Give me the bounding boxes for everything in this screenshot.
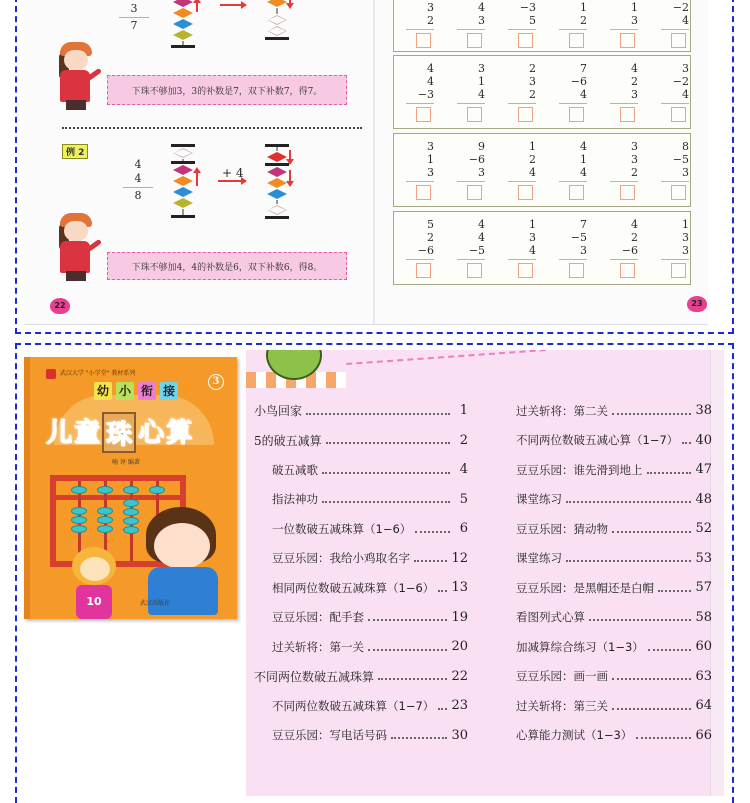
toc-entry-title: 破五减歌	[272, 462, 318, 477]
toc-entry-title: 过关斩将：第一关	[272, 639, 364, 654]
monkey-illustration	[68, 547, 122, 619]
sum-rule	[508, 29, 536, 30]
answer-box[interactable]	[671, 33, 686, 48]
operand: 4	[682, 88, 689, 101]
dot-leader	[438, 708, 447, 710]
answer-box[interactable]	[671, 263, 686, 278]
toc-entry-title: 指法神功	[272, 492, 318, 507]
arrow-down-icon	[289, 0, 291, 4]
dot-leader	[322, 472, 450, 474]
operand: 3	[631, 14, 638, 27]
sum-rule	[508, 103, 536, 104]
section-divider	[62, 127, 362, 129]
arrow-up-icon	[196, 2, 198, 12]
toc-entry-title: 不同两位数破五减心算（1−7）	[516, 433, 679, 448]
title-char: 算	[166, 418, 193, 448]
toc-entry-title: 豆豆乐园：画一画	[516, 669, 608, 684]
sum-rule	[457, 181, 485, 182]
answer-box[interactable]	[569, 33, 584, 48]
dot-leader	[415, 531, 450, 533]
sum-rule	[508, 181, 536, 182]
operand: −6	[417, 244, 434, 257]
teacher-illustration	[56, 42, 100, 110]
operand: 3	[631, 88, 638, 101]
operand: 3	[580, 244, 587, 257]
answer-box[interactable]	[620, 263, 635, 278]
toc-entry-title: 心算能力测试（1−3）	[516, 728, 633, 743]
toc-entry[interactable]	[254, 455, 468, 485]
toc-entry[interactable]	[490, 426, 712, 456]
vertical-problem	[508, 62, 536, 122]
abacus-before	[170, 144, 196, 218]
toc-entry-page: 58	[695, 609, 712, 625]
toc-entry[interactable]	[254, 514, 468, 544]
toc-entry[interactable]	[254, 573, 468, 603]
answer-box[interactable]	[467, 263, 482, 278]
toc-entry[interactable]	[254, 662, 468, 692]
toc-entry[interactable]	[254, 396, 468, 426]
dot-leader	[647, 472, 692, 474]
example2-vertical-sum	[123, 158, 153, 203]
toc-entry[interactable]	[254, 603, 468, 633]
explanation-text: 下珠不够加4，4的补数是6，双下补数6，得8。	[131, 262, 323, 273]
operand: 3	[478, 166, 485, 179]
toc-entry-page: 57	[695, 580, 712, 596]
operand: 1	[478, 75, 485, 88]
sum-rule	[610, 103, 638, 104]
problem-group	[393, 55, 691, 129]
operand: 4	[529, 244, 536, 257]
toc-entry-page: 5	[459, 491, 468, 507]
problem-group	[393, 211, 691, 285]
vertical-problem	[406, 140, 434, 200]
toc-column-right	[490, 396, 712, 750]
answer-box[interactable]	[671, 185, 686, 200]
operand: 7	[580, 218, 587, 231]
explanation-bubble-1	[107, 75, 347, 105]
answer-box[interactable]	[416, 107, 431, 122]
answer-box[interactable]	[467, 33, 482, 48]
vertical-problem	[661, 140, 689, 200]
sum-rule	[661, 103, 689, 104]
operand: −5	[672, 153, 689, 166]
toc-entry-title: 豆豆乐园：写电话号码	[272, 728, 387, 743]
sum-rule	[559, 103, 587, 104]
operand: 1	[682, 218, 689, 231]
textbook-page-22	[24, 0, 374, 324]
toc-entry-page: 63	[695, 668, 712, 684]
operand: 3	[427, 1, 434, 14]
vertical-problem	[457, 1, 485, 48]
vertical-problem	[559, 1, 587, 48]
sum-rule	[559, 259, 587, 260]
answer-box[interactable]	[518, 107, 533, 122]
jersey-number: 10	[76, 585, 112, 619]
operand: 3	[631, 140, 638, 153]
page-number-badge: 23	[687, 296, 707, 312]
toc-entry-title: 5的破五减算	[254, 433, 322, 448]
dot-leader	[326, 442, 450, 444]
sum-rule	[610, 181, 638, 182]
operand: 3	[682, 62, 689, 75]
dot-leader	[438, 590, 447, 592]
arrow-down-icon	[289, 150, 291, 160]
sum-rule	[661, 259, 689, 260]
subtitle-char: 接	[160, 382, 178, 400]
answer-box[interactable]	[569, 185, 584, 200]
dot-leader	[636, 737, 691, 739]
toc-entry-title: 不同两位数破五减珠算	[254, 669, 375, 684]
vertical-problem	[661, 218, 689, 278]
subtitle-char: 幼	[94, 382, 112, 400]
title-char: 儿	[46, 418, 73, 448]
answer-box[interactable]	[518, 185, 533, 200]
operand: −3	[417, 88, 434, 101]
operand: 3	[478, 14, 485, 27]
toc-entry[interactable]	[490, 603, 712, 633]
operand: 1	[631, 1, 638, 14]
toc-entry-title: 过关斩将：第三关	[516, 698, 608, 713]
toc-entry[interactable]	[490, 632, 712, 662]
toc-entry-page: 60	[695, 639, 712, 655]
operand: 4	[631, 218, 638, 231]
operand: 4	[580, 140, 587, 153]
dot-leader	[322, 501, 450, 503]
vertical-problem	[661, 62, 689, 122]
toc-entry-title: 豆豆乐园：谁先滑到地上	[516, 462, 643, 477]
sum-rule	[508, 259, 536, 260]
operand: 3	[682, 231, 689, 244]
operand: 2	[427, 14, 434, 27]
operand: 1	[529, 218, 536, 231]
dot-leader	[378, 678, 447, 680]
sum-rule	[457, 29, 485, 30]
vertical-problem	[610, 218, 638, 278]
toc-entry-page: 20	[451, 639, 468, 655]
operand: 3	[682, 166, 689, 179]
dot-leader	[658, 590, 691, 592]
operation-label: + 4	[222, 166, 244, 180]
operand: 5	[529, 14, 536, 27]
toc-entry-title: 加减算综合练习（1−3）	[516, 639, 644, 654]
operand: 2	[631, 166, 638, 179]
sum-operand: 4	[134, 158, 142, 171]
answer-box[interactable]	[620, 33, 635, 48]
toc-entry[interactable]	[254, 544, 468, 574]
book-cover	[24, 357, 237, 619]
operand: 2	[529, 153, 536, 166]
operand: 3	[478, 62, 485, 75]
toc-entry-page: 2	[459, 432, 468, 448]
operand: −2	[672, 1, 689, 14]
toc-entry-title: 豆豆乐园：配手套	[272, 610, 364, 625]
operand: 4	[631, 62, 638, 75]
sum-operand: 4	[134, 172, 142, 185]
author-line: 喻 谆 编著	[112, 459, 140, 466]
dot-leader	[391, 737, 447, 739]
toc-entry[interactable]	[490, 573, 712, 603]
toc-entry-page: 13	[451, 580, 468, 596]
toc-entry-title: 过关斩将：第二关	[516, 403, 608, 418]
answer-box[interactable]	[467, 107, 482, 122]
example-tag: 例 2	[62, 144, 88, 159]
toc-entry-page: 53	[695, 550, 712, 566]
example1-vertical-sum	[119, 2, 149, 33]
answer-box[interactable]	[620, 185, 635, 200]
answer-box[interactable]	[671, 107, 686, 122]
series-line: 武汉大学 "小学堂" 教材系列	[60, 370, 136, 377]
operand: 7	[580, 62, 587, 75]
dot-leader	[612, 531, 691, 533]
toc-entry-page: 40	[695, 432, 712, 448]
toc-entry-page: 64	[695, 698, 712, 714]
vertical-problem	[610, 140, 638, 200]
operand: 2	[580, 14, 587, 27]
toc-entry[interactable]	[490, 662, 712, 692]
table-of-contents	[246, 350, 724, 796]
toc-entry-page: 48	[695, 491, 712, 507]
toc-entry-title: 不同两位数破五减珠算（1−7）	[272, 698, 435, 713]
teacher-illustration	[56, 213, 100, 281]
operand: −6	[621, 244, 638, 257]
problem-group	[393, 0, 691, 52]
toc-entry-page: 6	[459, 521, 468, 537]
toc-entry-title: 豆豆乐园：是黑帽还是白帽	[516, 580, 654, 595]
toc-entry-title: 课堂练习	[516, 551, 562, 566]
operand: 2	[529, 88, 536, 101]
toc-entry-page: 22	[451, 668, 468, 684]
answer-box[interactable]	[569, 107, 584, 122]
operand: 4	[529, 166, 536, 179]
abacus-before	[170, 0, 196, 48]
toc-entry-page: 23	[451, 698, 468, 714]
operand: 4	[580, 166, 587, 179]
operand: 5	[427, 218, 434, 231]
explanation-bubble-2	[107, 252, 347, 280]
dot-leader	[612, 678, 691, 680]
operand: 3	[529, 231, 536, 244]
sum-rule	[457, 259, 485, 260]
publisher-logo-icon	[46, 369, 56, 379]
dot-leader	[368, 649, 447, 651]
explanation-text: 下珠不够加3，3的补数是7，双下补数7，得7。	[131, 86, 323, 97]
toc-entry-page: 66	[695, 727, 712, 743]
toc-entry[interactable]	[254, 485, 468, 515]
toc-entry[interactable]	[254, 691, 468, 721]
operand: 3	[529, 75, 536, 88]
vertical-problem	[610, 62, 638, 122]
operand: 2	[529, 62, 536, 75]
toc-entry[interactable]	[254, 721, 468, 751]
answer-box[interactable]	[569, 263, 584, 278]
answer-box[interactable]	[518, 33, 533, 48]
toc-entry-title: 相同两位数破五减珠算（1−6）	[272, 580, 435, 595]
toc-column-left	[254, 396, 468, 750]
answer-box[interactable]	[518, 263, 533, 278]
toc-entry[interactable]	[254, 632, 468, 662]
vertical-problem	[610, 1, 638, 48]
sum-result: 8	[134, 189, 142, 202]
toc-entry-title: 豆豆乐园：我给小鸡取名字	[272, 551, 410, 566]
vertical-problem	[508, 1, 536, 48]
sum-result: 7	[130, 19, 138, 32]
operand: 4	[478, 231, 485, 244]
vertical-problem	[559, 218, 587, 278]
operand: −6	[468, 153, 485, 166]
operand: 4	[478, 218, 485, 231]
dot-leader	[682, 442, 691, 444]
title-char: 心	[138, 418, 165, 448]
vertical-problem	[406, 62, 434, 122]
problem-group	[393, 133, 691, 207]
toc-entry-page: 52	[695, 521, 712, 537]
sum-rule	[406, 181, 434, 182]
toc-entry[interactable]	[490, 514, 712, 544]
operand: 9	[478, 140, 485, 153]
arrow-up-icon	[196, 172, 198, 186]
toc-entry[interactable]	[490, 455, 712, 485]
toc-entry[interactable]	[490, 721, 712, 751]
vertical-problem	[508, 140, 536, 200]
operand: 3	[427, 140, 434, 153]
operand: 2	[631, 75, 638, 88]
toc-entry-page: 12	[451, 550, 468, 566]
answer-box[interactable]	[467, 185, 482, 200]
sum-operand: 3	[130, 2, 138, 15]
toc-decoration-swoosh	[246, 350, 724, 390]
title-char: 珠	[102, 412, 136, 453]
subtitle-char: 衔	[138, 382, 156, 400]
toc-entry-page: 1	[459, 403, 468, 419]
vertical-problem	[457, 140, 485, 200]
toc-entry-page: 47	[695, 462, 712, 478]
operand: 1	[580, 1, 587, 14]
toc-entry[interactable]	[490, 691, 712, 721]
operand: 3	[427, 166, 434, 179]
operand: −5	[468, 244, 485, 257]
sum-rule	[661, 29, 689, 30]
sum-rule	[610, 259, 638, 260]
textbook-page-23	[374, 0, 708, 324]
toc-entry[interactable]	[254, 426, 468, 456]
cover-subtitle	[94, 382, 178, 400]
toc-entry-page: 4	[459, 462, 468, 478]
dot-leader	[368, 619, 447, 621]
dot-leader	[566, 501, 691, 503]
subtitle-char: 小	[116, 382, 134, 400]
sum-rule	[610, 29, 638, 30]
operand: 4	[682, 14, 689, 27]
arrow-down-icon	[289, 170, 291, 182]
operand: 4	[478, 1, 485, 14]
toc-entry-page: 19	[451, 609, 468, 625]
dot-leader	[414, 560, 447, 562]
dot-leader	[648, 649, 692, 651]
toc-entry-title: 一位数破五减珠算（1−6）	[272, 521, 412, 536]
vertical-problem	[508, 218, 536, 278]
answer-box[interactable]	[416, 33, 431, 48]
vertical-problem	[559, 140, 587, 200]
toc-entry[interactable]	[490, 485, 712, 515]
operand: 3	[682, 244, 689, 257]
sum-rule	[406, 103, 434, 104]
dot-leader	[612, 708, 691, 710]
vertical-problem	[559, 62, 587, 122]
toc-entry-title: 课堂练习	[516, 492, 562, 507]
cover-title	[46, 412, 192, 453]
dot-leader	[566, 560, 691, 562]
operand: 2	[427, 231, 434, 244]
dot-leader	[612, 413, 691, 415]
sum-rule	[406, 29, 434, 30]
operand: 4	[427, 62, 434, 75]
sum-rule	[559, 181, 587, 182]
vertical-problem	[661, 1, 689, 48]
toc-entry[interactable]	[490, 544, 712, 574]
toc-entry-title: 看图列式心算	[516, 610, 585, 625]
toc-entry-page: 38	[695, 403, 712, 419]
answer-box[interactable]	[416, 263, 431, 278]
operand: −6	[570, 75, 587, 88]
operand: 1	[529, 140, 536, 153]
toc-entry-page: 30	[451, 727, 468, 743]
sum-rule	[457, 103, 485, 104]
arrow-right-icon	[218, 180, 242, 182]
operand: −3	[519, 1, 536, 14]
sum-rule	[661, 181, 689, 182]
page-number-badge: 22	[50, 298, 70, 314]
answer-box[interactable]	[620, 107, 635, 122]
sum-rule	[123, 187, 153, 188]
sum-rule	[406, 259, 434, 260]
arrow-right-icon	[220, 4, 242, 6]
publisher-name: 武汉出版社	[140, 600, 171, 607]
dot-leader	[306, 413, 450, 415]
book-spine	[24, 357, 30, 619]
operand: 8	[682, 140, 689, 153]
volume-badge: 3	[208, 374, 224, 390]
toc-entry-title: 豆豆乐园：猜动物	[516, 521, 608, 536]
toc-entry-title: 小鸟回家	[254, 404, 303, 419]
vertical-problem	[406, 218, 434, 278]
operand: 4	[580, 88, 587, 101]
answer-box[interactable]	[416, 185, 431, 200]
toc-entry[interactable]	[490, 396, 712, 426]
sum-rule	[119, 17, 149, 18]
operand: −2	[672, 75, 689, 88]
page-edge	[710, 350, 724, 796]
operand: −5	[570, 231, 587, 244]
vertical-problem	[406, 1, 434, 48]
operand: 4	[478, 88, 485, 101]
operand: 1	[427, 153, 434, 166]
operand: 2	[631, 231, 638, 244]
operand: 3	[631, 153, 638, 166]
dot-leader	[589, 619, 691, 621]
operand: 1	[580, 153, 587, 166]
vertical-problem	[457, 218, 485, 278]
sum-rule	[559, 29, 587, 30]
operand: 4	[427, 75, 434, 88]
vertical-problem	[457, 62, 485, 122]
title-char: 童	[74, 418, 101, 448]
